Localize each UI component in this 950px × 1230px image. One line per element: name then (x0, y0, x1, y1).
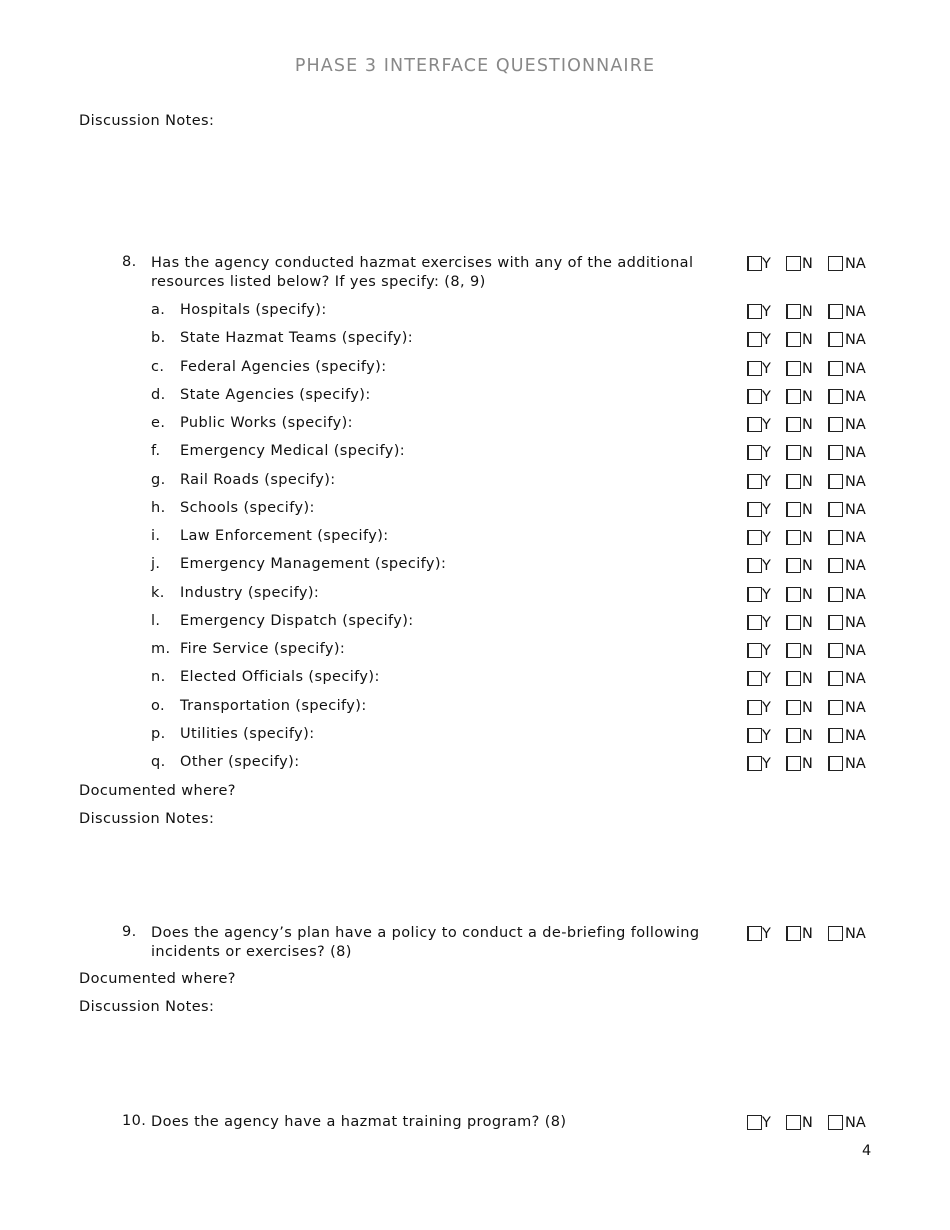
checkbox-na[interactable] (828, 558, 843, 573)
sub-item-answer: Y N NA (747, 360, 877, 378)
checkbox-na[interactable] (828, 643, 843, 658)
sub-item-answer: Y N NA (747, 586, 877, 604)
sub-item-answer: Y N NA (747, 755, 877, 773)
checkbox-na[interactable] (828, 417, 843, 432)
checkbox-no[interactable] (786, 587, 801, 602)
sub-item-answer: Y N NA (747, 473, 877, 491)
checkbox-yes[interactable] (747, 756, 762, 771)
sub-item-answer: Y N NA (747, 642, 877, 660)
sub-item-text: Transportation (specify): (180, 698, 367, 714)
checkbox-na[interactable] (828, 1115, 843, 1130)
checkbox-na[interactable] (828, 671, 843, 686)
checkbox-no[interactable] (786, 304, 801, 319)
sub-item-answer: Y N NA (747, 727, 877, 745)
sub-item-text: Hospitals (specify): (180, 302, 327, 318)
checkbox-no[interactable] (786, 756, 801, 771)
checkbox-na[interactable] (828, 361, 843, 376)
checkbox-no[interactable] (786, 445, 801, 460)
sub-item-text: Emergency Dispatch (specify): (180, 613, 414, 629)
sub-item-answer: Y N NA (747, 699, 877, 717)
checkbox-na[interactable] (828, 700, 843, 715)
sub-item-text: Elected Officials (specify): (180, 669, 380, 685)
question-9-text: Does the agency’s plan have a policy to conduct a de-briefing following incidents or exercises? (8) (151, 925, 700, 960)
sub-item-answer: Y N NA (747, 529, 877, 547)
sub-item-letter: a. (151, 302, 166, 318)
checkbox-yes[interactable] (747, 304, 762, 319)
checkbox-yes[interactable] (747, 700, 762, 715)
checkbox-yes[interactable] (747, 926, 762, 941)
checkbox-no[interactable] (786, 332, 801, 347)
sub-item-letter: e. (151, 415, 166, 431)
question-9-number: 9. (122, 924, 137, 940)
checkbox-na[interactable] (828, 615, 843, 630)
sub-item-letter: f. (151, 443, 161, 459)
sub-item-answer: Y N NA (747, 303, 877, 321)
checkbox-no[interactable] (786, 728, 801, 743)
sub-item-answer: Y N NA (747, 444, 877, 462)
question-8-number: 8. (122, 254, 137, 270)
checkbox-yes[interactable] (747, 417, 762, 432)
checkbox-na[interactable] (828, 756, 843, 771)
sub-item-answer: Y N NA (747, 557, 877, 575)
documented-where-label: Documented where? (79, 971, 236, 987)
checkbox-yes[interactable] (747, 530, 762, 545)
checkbox-no[interactable] (786, 700, 801, 715)
sub-item-text: Public Works (specify): (180, 415, 353, 431)
checkbox-no[interactable] (786, 615, 801, 630)
checkbox-no[interactable] (786, 643, 801, 658)
checkbox-yes[interactable] (747, 643, 762, 658)
checkbox-yes[interactable] (747, 332, 762, 347)
checkbox-yes[interactable] (747, 502, 762, 517)
sub-item-letter: d. (151, 387, 166, 403)
sub-item-answer: Y N NA (747, 416, 877, 434)
sub-item-answer: Y N NA (747, 331, 877, 349)
sub-item-letter: q. (151, 754, 166, 770)
sub-item-letter: n. (151, 669, 166, 685)
sub-item-answer: Y N NA (747, 670, 877, 688)
checkbox-no[interactable] (786, 502, 801, 517)
sub-item-letter: h. (151, 500, 166, 516)
checkbox-na[interactable] (828, 530, 843, 545)
sub-item-text: Law Enforcement (specify): (180, 528, 389, 544)
sub-item-letter: g. (151, 472, 166, 488)
sub-item-text: Other (specify): (180, 754, 300, 770)
sub-item-letter: l. (151, 613, 161, 629)
checkbox-na[interactable] (828, 474, 843, 489)
checkbox-na[interactable] (828, 256, 843, 271)
page-number: 4 (862, 1143, 872, 1159)
checkbox-no[interactable] (786, 417, 801, 432)
sub-item-text: Rail Roads (specify): (180, 472, 336, 488)
checkbox-yes[interactable] (747, 615, 762, 630)
sub-item-text: Fire Service (specify): (180, 641, 346, 657)
checkbox-na[interactable] (828, 728, 843, 743)
checkbox-na[interactable] (828, 587, 843, 602)
sub-item-letter: i. (151, 528, 161, 544)
checkbox-no[interactable] (786, 671, 801, 686)
checkbox-na[interactable] (828, 926, 843, 941)
sub-item-text: Emergency Medical (specify): (180, 443, 406, 459)
discussion-notes-label: Discussion Notes: (79, 811, 215, 827)
checkbox-na[interactable] (828, 304, 843, 319)
checkbox-no[interactable] (786, 926, 801, 941)
checkbox-no[interactable] (786, 530, 801, 545)
question-10-text: Does the agency have a hazmat training program? (8) (151, 1114, 567, 1130)
discussion-notes-label: Discussion Notes: (79, 113, 215, 129)
question-8-text: Has the agency conducted hazmat exercises with any of the additional resources listed below? If yes specify: (8, 9) (151, 255, 694, 290)
checkbox-no[interactable] (786, 558, 801, 573)
sub-item-text: Industry (specify): (180, 585, 320, 601)
checkbox-na[interactable] (828, 389, 843, 404)
discussion-notes-label: Discussion Notes: (79, 999, 215, 1015)
checkbox-na[interactable] (828, 445, 843, 460)
checkbox-yes[interactable] (747, 445, 762, 460)
checkbox-yes[interactable] (747, 474, 762, 489)
documented-where-label: Documented where? (79, 783, 236, 799)
sub-item-letter: o. (151, 698, 166, 714)
question-9-answer: Y N NA (747, 925, 877, 943)
checkbox-na[interactable] (828, 332, 843, 347)
checkbox-yes[interactable] (747, 671, 762, 686)
sub-item-letter: k. (151, 585, 165, 601)
page-header: PHASE 3 INTERFACE QUESTIONNAIRE (294, 56, 656, 76)
question-8-answer: Y N NA (747, 255, 877, 273)
sub-item-letter: j. (151, 556, 161, 572)
checkbox-yes[interactable] (747, 256, 762, 271)
checkbox-yes[interactable] (747, 558, 762, 573)
sub-item-answer: Y N NA (747, 388, 877, 406)
sub-item-letter: b. (151, 330, 166, 346)
checkbox-na[interactable] (828, 502, 843, 517)
sub-item-text: Emergency Management (specify): (180, 556, 447, 572)
checkbox-yes[interactable] (747, 389, 762, 404)
checkbox-no[interactable] (786, 474, 801, 489)
sub-item-text: Federal Agencies (specify): (180, 359, 387, 375)
sub-item-letter: c. (151, 359, 165, 375)
sub-item-text: Schools (specify): (180, 500, 315, 516)
checkbox-yes[interactable] (747, 361, 762, 376)
sub-item-letter: p. (151, 726, 166, 742)
checkbox-yes[interactable] (747, 728, 762, 743)
checkbox-yes[interactable] (747, 1115, 762, 1130)
question-10-number: 10. (122, 1113, 147, 1129)
sub-item-text: Utilities (specify): (180, 726, 315, 742)
sub-item-letter: m. (151, 641, 171, 657)
checkbox-yes[interactable] (747, 587, 762, 602)
checkbox-no[interactable] (786, 256, 801, 271)
sub-item-answer: Y N NA (747, 614, 877, 632)
sub-item-text: State Agencies (specify): (180, 387, 371, 403)
sub-item-text: State Hazmat Teams (specify): (180, 330, 414, 346)
checkbox-no[interactable] (786, 1115, 801, 1130)
question-10-answer: Y N NA (747, 1114, 877, 1132)
checkbox-no[interactable] (786, 389, 801, 404)
checkbox-no[interactable] (786, 361, 801, 376)
sub-item-answer: Y N NA (747, 501, 877, 519)
